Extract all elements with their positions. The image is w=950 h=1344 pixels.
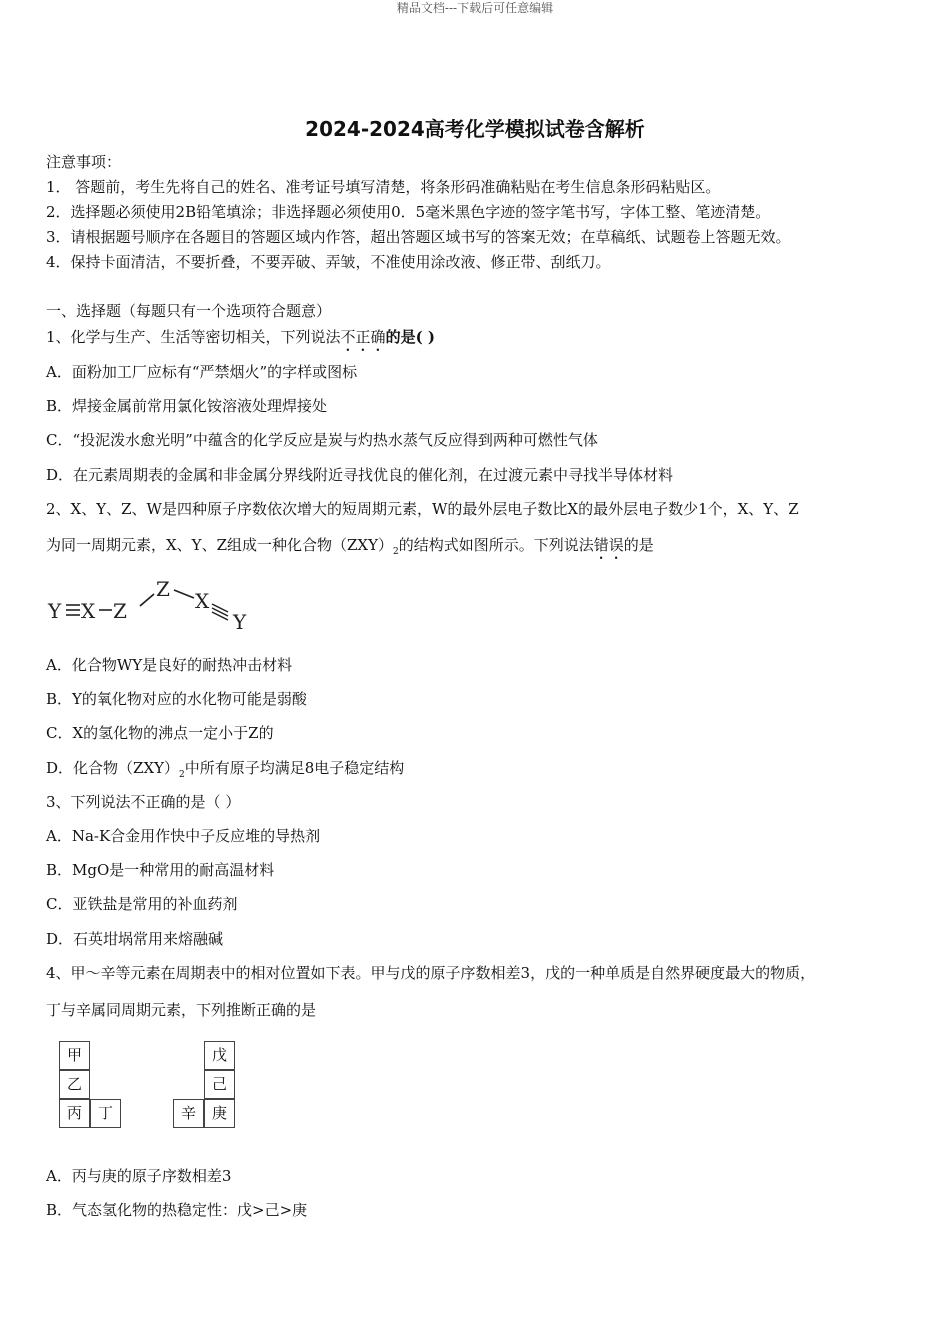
q2-option-b: B．Y的氧化物对应的水化物可能是弱酸 bbox=[46, 690, 307, 708]
q2-option-c: C．X的氢化物的沸点一定小于Z的 bbox=[46, 724, 274, 742]
struct-atom-z2: Z bbox=[156, 578, 170, 601]
table-cell-ding: 丁 bbox=[90, 1099, 121, 1128]
q3-option-b: B．MgO是一种常用的耐高温材料 bbox=[46, 861, 275, 879]
q4-option-a: A．丙与庚的原子序数相差3 bbox=[46, 1167, 232, 1185]
q2-option-d-pre: D．化合物（ZXY） bbox=[46, 759, 180, 777]
notice-item-1: 1． 答题前，考生先将自己的姓名、准考证号填写清楚，将条形码准确粘贴在考生信息条形码粘贴区。 bbox=[46, 178, 721, 196]
q3-stem: 3、下列说法不正确的是（ ） bbox=[46, 793, 241, 811]
q2-stem-line2 bbox=[46, 535, 654, 563]
q1-option-b: B．焊接金属前常用氯化铵溶液处理焊接处 bbox=[46, 397, 328, 415]
q1-stem-emphasis: 不正确 bbox=[340, 328, 386, 346]
struct-atom-y2: Y bbox=[233, 610, 247, 634]
q2-stem-line2-post: 的是 bbox=[623, 536, 654, 554]
q1-stem-post: 的是( ) bbox=[385, 328, 435, 346]
table-cell-bing: 丙 bbox=[59, 1099, 90, 1128]
page-header-note: 精品文档---下载后可任意编辑 bbox=[396, 1, 554, 15]
notice-item-2: 2．选择题必须使用2B铅笔填涂；非选择题必须使用0．5毫米黑色字迹的签字笔书写，字体工整、笔迹清楚。 bbox=[46, 203, 771, 221]
q2-stem-line1: 2、X、Y、Z、W是四种原子序数依次增大的短周期元素，W的最外层电子数比X的最外层电子数少1个，X、Y、Z bbox=[46, 500, 799, 518]
q1-option-a: A．面粉加工厂应标有“严禁烟火”的字样或图标 bbox=[46, 363, 358, 381]
q1-option-d: D．在元素周期表的金属和非金属分界线附近寻找优良的催化剂，在过渡元素中寻找半导体材料 bbox=[46, 466, 674, 484]
table-cell-xin: 辛 bbox=[173, 1099, 204, 1128]
struct-atom-y1: Y bbox=[48, 599, 62, 623]
q3-option-c: C．亚铁盐是常用的补血药剂 bbox=[46, 895, 238, 913]
q2-option-d-post: 中所有原子均满足8电子稳定结构 bbox=[184, 759, 405, 777]
q3-option-d: D．石英坩埚常用来熔融碱 bbox=[46, 930, 224, 948]
q4-stem-line2: 丁与辛属同周期元素，下列推断正确的是 bbox=[46, 1001, 317, 1019]
table-cell-ji: 己 bbox=[204, 1070, 235, 1099]
notice-item-3: 3．请根据题号顺序在各题目的答题区域内作答，超出答题区域书写的答案无效；在草稿纸、试题卷上答题无效。 bbox=[46, 228, 791, 246]
table-cell-jia: 甲 bbox=[59, 1041, 90, 1070]
struct-atom-x2: X bbox=[195, 589, 210, 613]
table-cell-geng: 庚 bbox=[204, 1099, 235, 1128]
page-title: 2024-2024高考化学模拟试卷含解析 bbox=[305, 117, 645, 141]
structural-formula bbox=[46, 578, 276, 634]
notice-heading: 注意事项： bbox=[46, 153, 122, 171]
q2-option-d bbox=[46, 758, 404, 785]
struct-atom-z1: Z bbox=[113, 599, 127, 623]
notice-item-4: 4．保持卡面清洁，不要折叠，不要弄破、弄皱，不准使用涂改液、修正带、刮纸刀。 bbox=[46, 253, 611, 271]
table-cell-wu: 戊 bbox=[204, 1041, 235, 1070]
q2-stem-line2-pre: 为同一周期元素，X、Y、Z组成一种化合物（ZXY） bbox=[46, 536, 394, 554]
q4-option-b: B．气态氢化物的热稳定性：戊>己>庚 bbox=[46, 1201, 308, 1219]
q2-stem-emphasis: 错误 bbox=[593, 536, 624, 554]
q4-stem-line1: 4、甲～辛等元素在周期表中的相对位置如下表。甲与戊的原子序数相差3，戊的一种单质是自然界硬度最大的物质， bbox=[46, 964, 816, 982]
q2-option-d-subscript: 2 bbox=[179, 770, 185, 780]
q3-option-a: A．Na-K合金用作快中子反应堆的导热剂 bbox=[46, 827, 321, 845]
periodic-position-table bbox=[56, 1038, 246, 1132]
q2-option-a: A．化合物WY是良好的耐热冲击材料 bbox=[46, 656, 293, 674]
q2-stem-subscript: 2 bbox=[393, 547, 399, 557]
section-heading: 一、选择题（每题只有一个选项符合题意） bbox=[46, 302, 332, 320]
q1-stem-pre: 1、化学与生产、生活等密切相关，下列说法 bbox=[46, 328, 341, 346]
q2-stem-line2-mid: 的结构式如图所示。下列说法 bbox=[398, 536, 594, 554]
q1-option-c: C．“投泥泼水愈光明”中蕴含的化学反应是炭与灼热水蒸气反应得到两种可燃性气体 bbox=[46, 431, 598, 449]
struct-atom-x1: X bbox=[81, 599, 96, 623]
q1-stem bbox=[46, 327, 435, 355]
table-cell-yi: 乙 bbox=[59, 1070, 90, 1099]
